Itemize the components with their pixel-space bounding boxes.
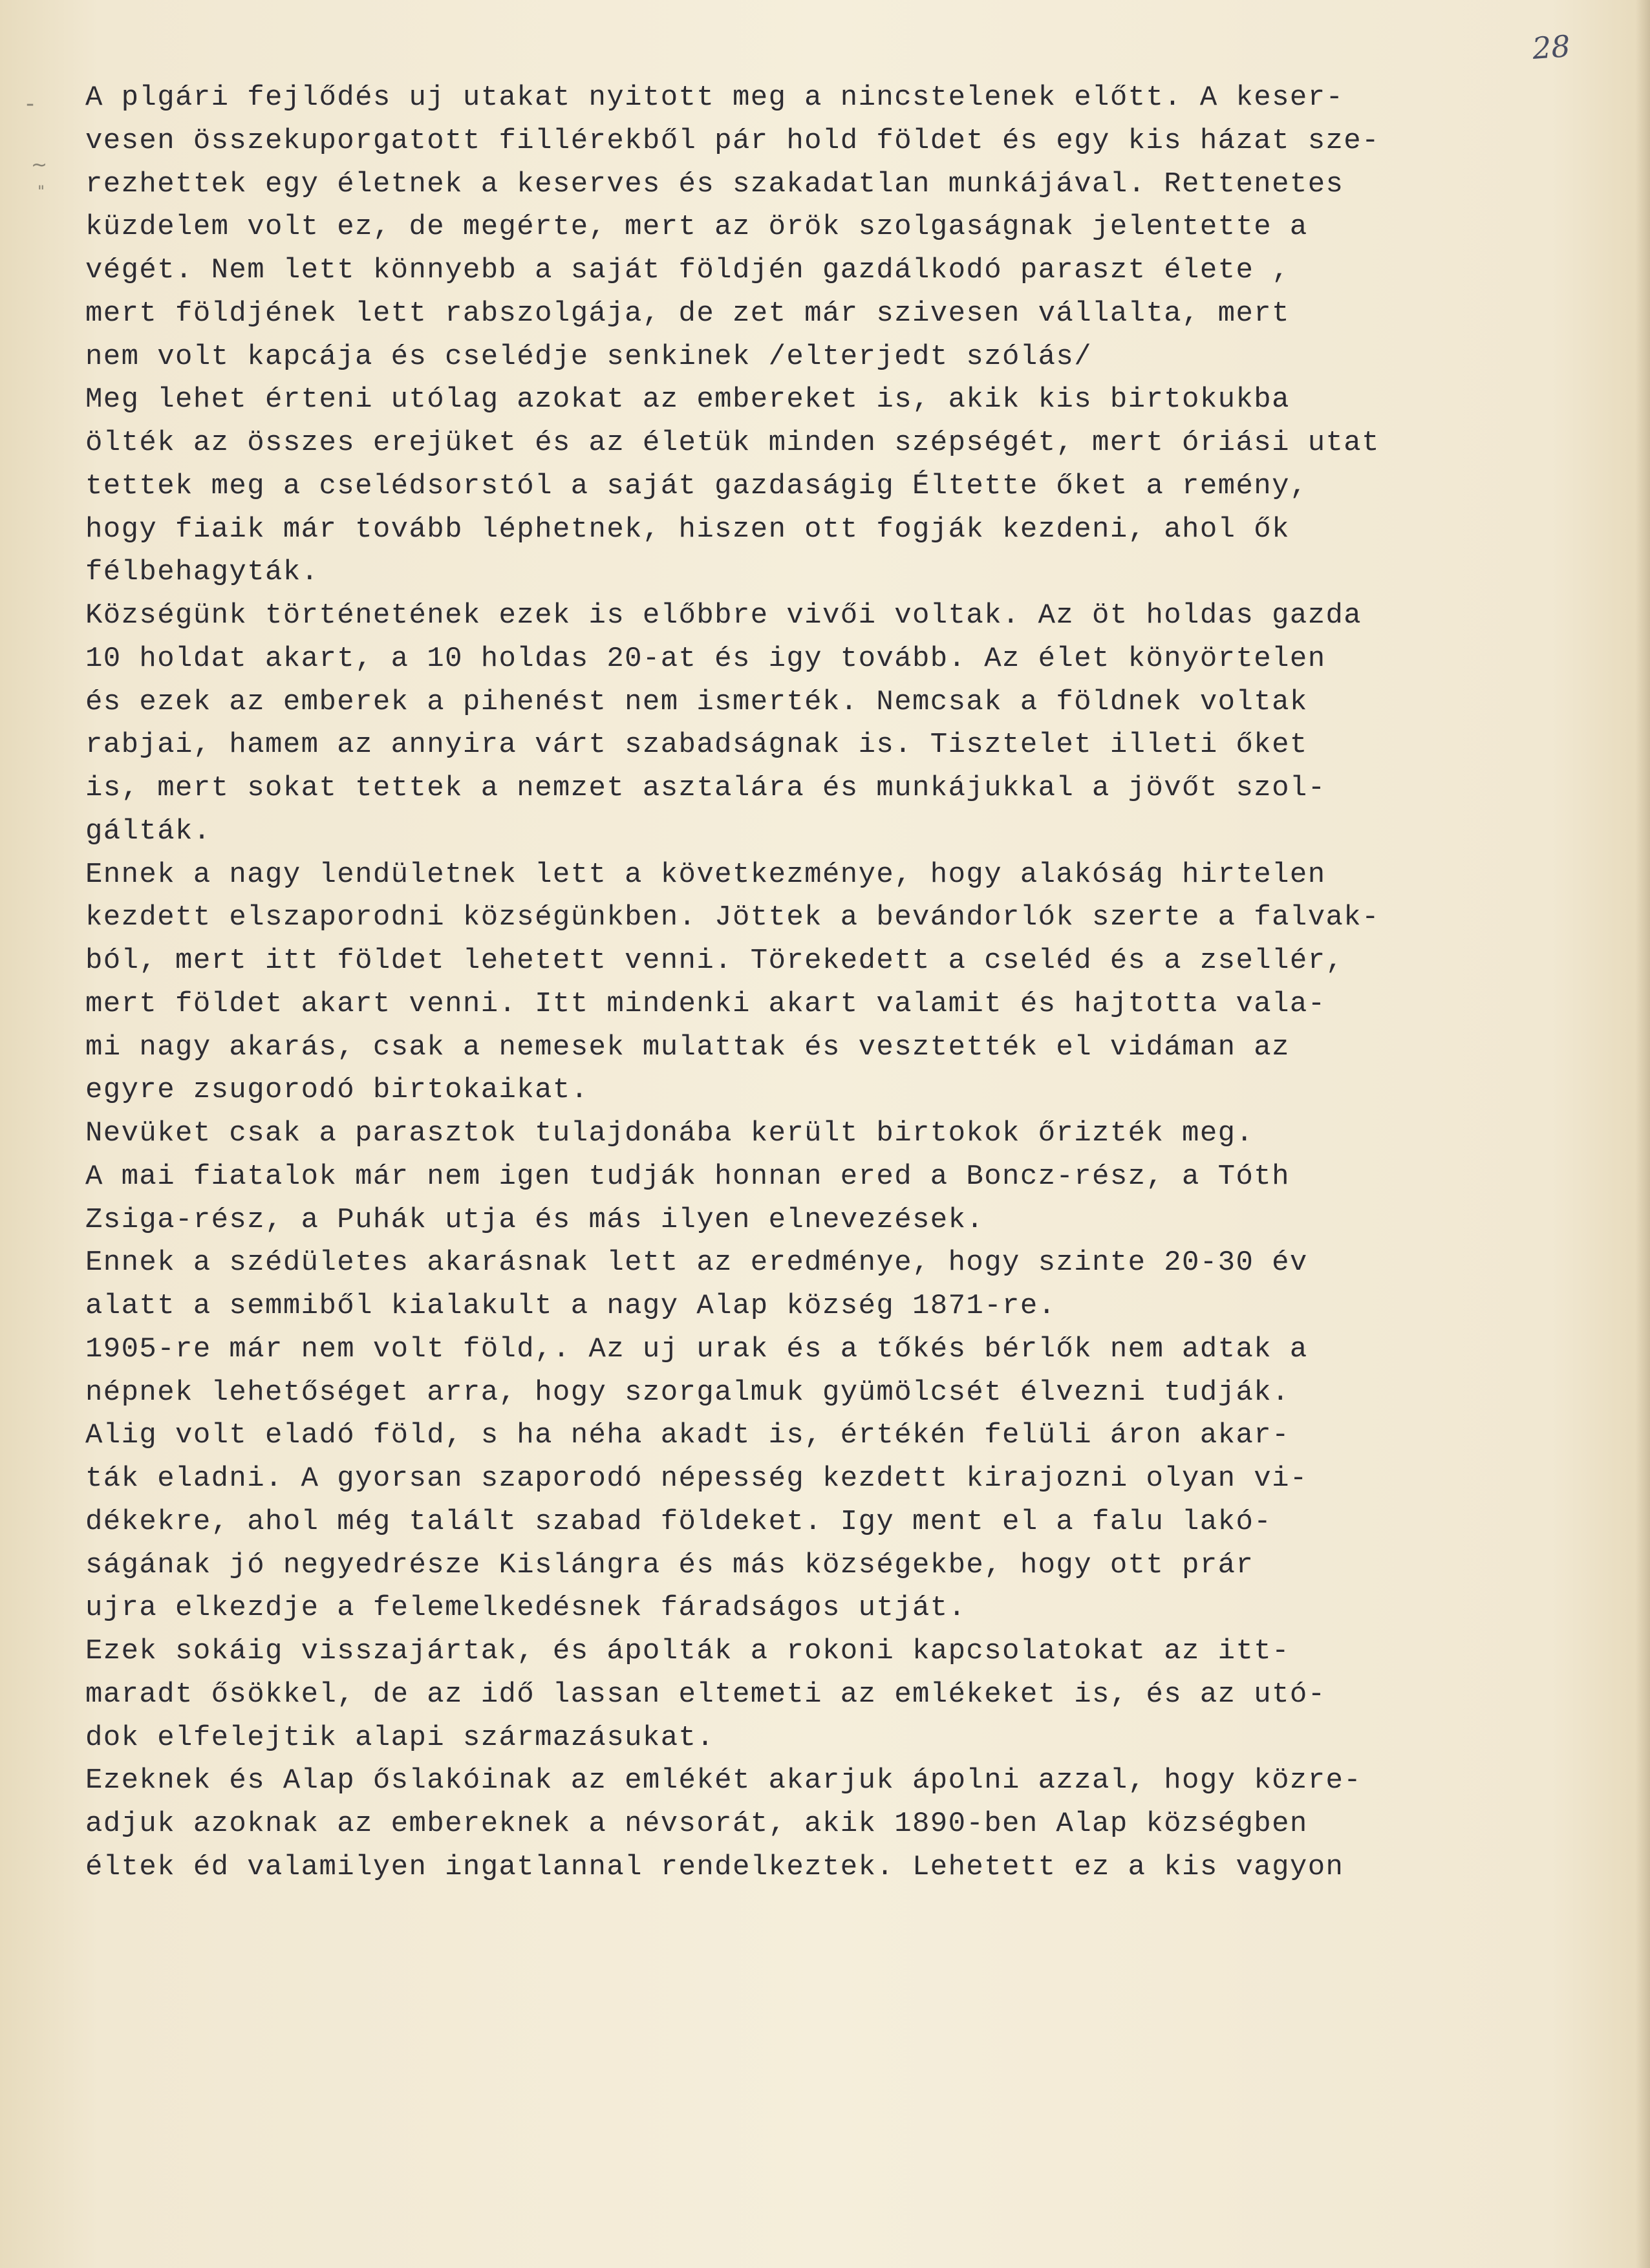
text-line: Ennek a szédületes akarásnak lett az eredménye, hogy szinte 20-30 év [85, 1246, 1308, 1279]
text-line: 1905-re már nem volt föld,. Az uj urak és a tőkés bérlők nem adtak a [85, 1332, 1308, 1365]
text-line: Ennek a nagy lendületnek lett a következménye, hogy alakóság hirtelen [85, 858, 1326, 891]
text-line: Ezeknek és Alap őslakóinak az emlékét akarjuk ápolni azzal, hogy közre- [85, 1764, 1362, 1797]
text-line: végét. Nem lett könnyebb a saját földjén gazdálkodó paraszt élete , [85, 254, 1290, 286]
text-line: egyre zsugorodó birtokaikat. [85, 1074, 589, 1107]
text-line: maradt ősökkel, de az idő lassan eltemeti az emlékeket is, és az utó- [85, 1678, 1326, 1711]
text-line: népnek lehetőséget arra, hogy szorgalmuk gyümölcsét élvezni tudják. [85, 1376, 1290, 1409]
margin-mark: " [38, 182, 45, 200]
text-line: tettek meg a cselédsorstól a saját gazdaságig Éltette őket a remény, [85, 469, 1308, 502]
text-line: mert földet akart venni. Itt mindenki akart valamit és hajtotta vala- [85, 987, 1326, 1020]
text-line: éltek éd valamilyen ingatlannal rendelkeztek. Lehetett ez a kis vagyon [85, 1850, 1344, 1883]
text-line: Zsiga-rész, a Puhák utja és más ilyen elnevezések. [85, 1203, 985, 1236]
text-line: küzdelem volt ez, de megérte, mert az örök szolgaságnak jelentette a [85, 211, 1308, 244]
text-line: gálták. [85, 815, 211, 848]
text-line: ölték az összes erejüket és az életük minden szépségét, mert óriási utat [85, 427, 1380, 459]
text-line: és ezek az emberek a pihenést nem ismerték. Nemcsak a földnek voltak [85, 685, 1308, 718]
text-line: ságának jó negyedrésze Kislángra és más községekbe, hogy ott prár [85, 1548, 1254, 1581]
text-line: dok elfelejtik alapi származásukat. [85, 1721, 715, 1754]
text-line: rezhettek egy életnek a keserves és szakadatlan munkájával. Rettenetes [85, 167, 1344, 200]
margin-mark: ~ [31, 154, 48, 177]
text-line: Nevüket csak a parasztok tulajdonába került birtokok őrizték meg. [85, 1117, 1254, 1150]
text-line: adjuk azoknak az embereknek a névsorát, akik 1890-ben Alap községben [85, 1808, 1308, 1840]
text-line: ujra elkezdje a felemelkedésnek fáradságos utját. [85, 1592, 967, 1625]
text-line: Ezek sokáig visszajártak, és ápolták a rokoni kapcsolatokat az itt- [85, 1635, 1290, 1667]
text-line: ból, mert itt földet lehetett venni. Törekedett a cseléd és a zsellér, [85, 945, 1344, 977]
text-line: A plgári fejlődés uj utakat nyitott meg a nincstelenek előtt. A keser- [85, 81, 1344, 114]
text-line: Alig volt eladó föld, s ha néha akadt is, értékén felüli áron akar- [85, 1419, 1290, 1452]
text-line: alatt a semmiből kialakult a nagy Alap község 1871-re. [85, 1290, 1056, 1322]
text-line: félbehagyták. [85, 556, 319, 589]
text-line: is, mert sokat tettek a nemzet asztalára és munkájukkal a jövőt szol- [85, 772, 1326, 804]
text-line: rabjai, hamem az annyira várt szabadságnak is. Tisztelet illeti őket [85, 729, 1308, 762]
text-line: vesen összekuporgatott fillérekből pár hold földet és egy kis házat sze- [85, 124, 1380, 157]
text-line: nem volt kapcája és cselédje senkinek /elterjedt szólás/ [85, 340, 1093, 373]
text-line: mi nagy akarás, csak a nemesek mulattak és vesztették el vidáman az [85, 1031, 1290, 1064]
text-line: dékekre, ahol még talált szabad földeket. Igy ment el a falu lakó- [85, 1505, 1272, 1538]
text-line [85, 1889, 1527, 1932]
text-line: Községünk történetének ezek is előbbre vivői voltak. Az öt holdas gazda [85, 599, 1362, 632]
text-line: ták eladni. A gyorsan szaporodó népesség kezdett kirajozni olyan vi- [85, 1462, 1308, 1495]
page-number: 28 [1531, 28, 1572, 66]
text-line: 10 holdat akart, a 10 holdas 20-at és igy tovább. Az élet könyörtelen [85, 642, 1326, 675]
text-line: Meg lehet érteni utólag azokat az embereket is, akik kis birtokukba [85, 383, 1290, 416]
text-line: A mai fiatalok már nem igen tudják honnan ered a Boncz-rész, a Tóth [85, 1160, 1290, 1193]
text-line: hogy fiaik már tovább léphetnek, hiszen ott fogják kezdeni, ahol ők [85, 513, 1290, 546]
margin-mark: - [26, 91, 34, 117]
page-edge-shadow [1636, 0, 1650, 2268]
text-line: kezdett elszaporodni községünkben. Jöttek a bevándorlók szerte a falvak- [85, 901, 1380, 934]
typewritten-body [85, 76, 1527, 1932]
text-line: mert földjének lett rabszolgája, de zet már szivesen vállalta, mert [85, 297, 1290, 330]
